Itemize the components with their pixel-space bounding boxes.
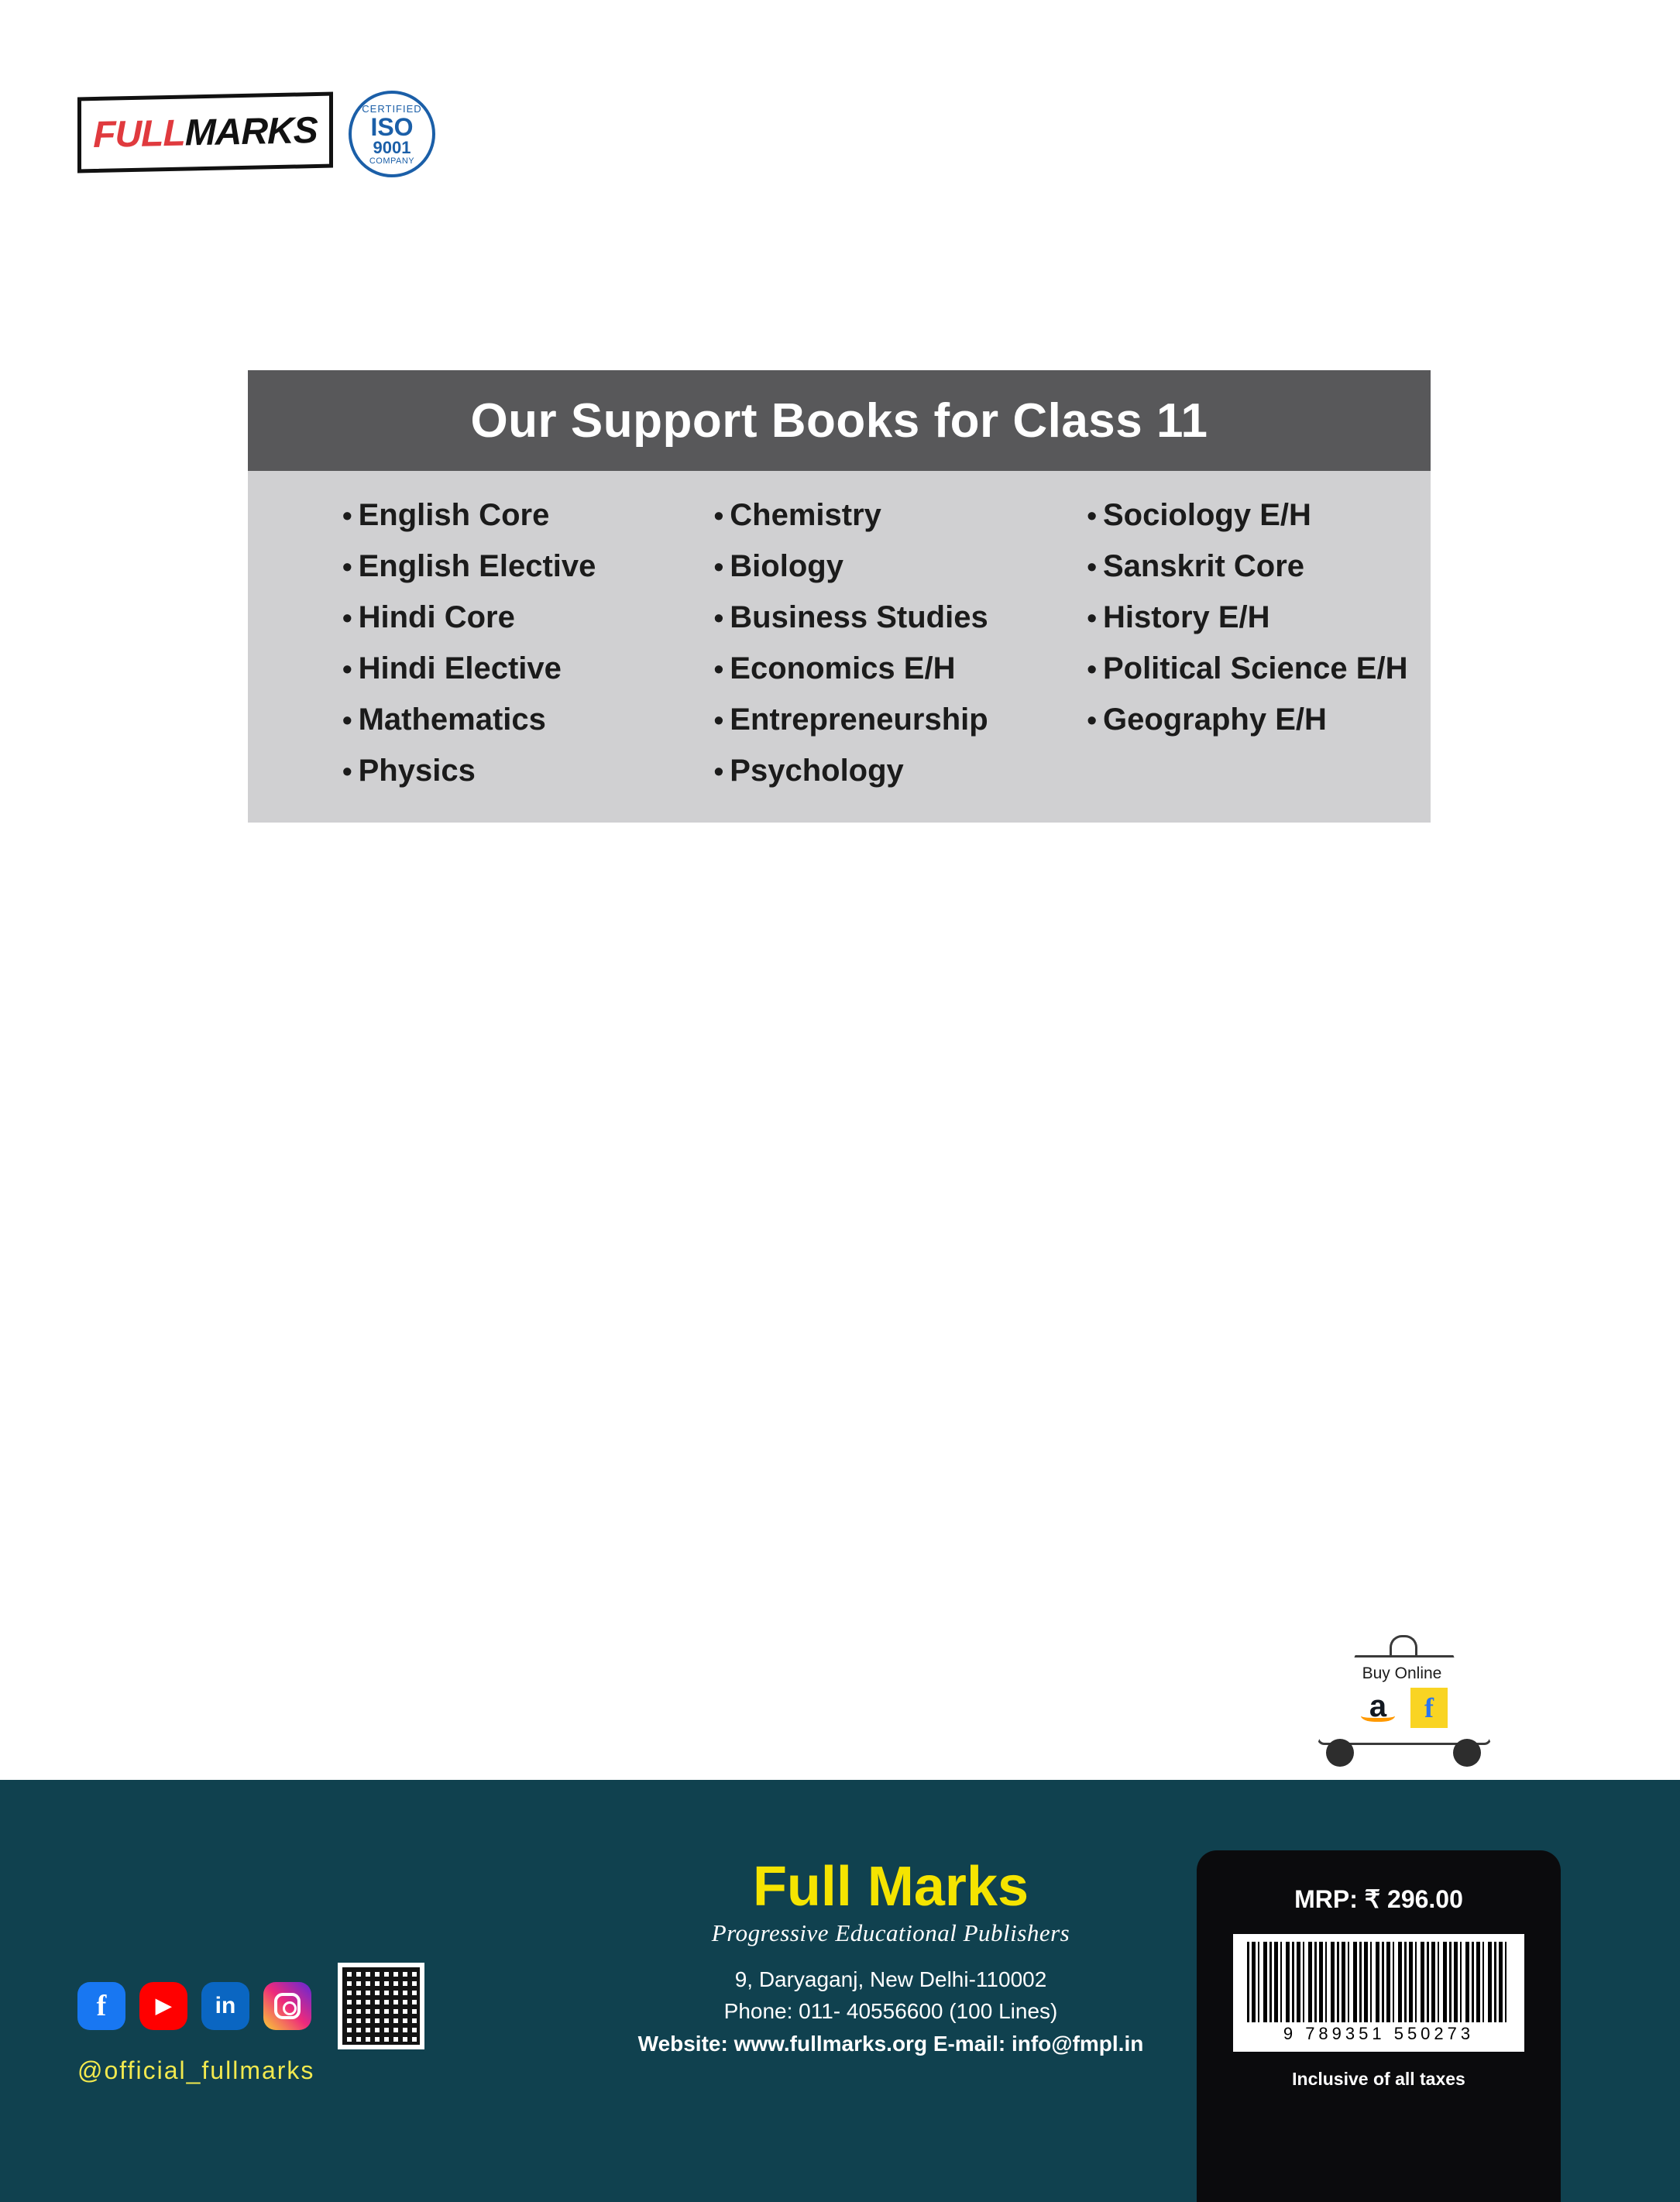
bullet-icon: • [713, 653, 724, 685]
support-book-item [714, 541, 1058, 592]
support-books-column-1 [248, 490, 686, 796]
buy-online-logos [1309, 1688, 1495, 1728]
bullet-icon: • [342, 551, 352, 582]
support-book-label: Sociology E/H [1102, 498, 1311, 532]
bullet-icon: • [713, 500, 724, 531]
barcode-bars [1247, 1942, 1510, 2022]
support-book-item [714, 643, 1058, 694]
logo-marks-text: MARKS [184, 109, 318, 154]
qr-pattern [342, 1967, 420, 2045]
bullet-icon: • [713, 602, 724, 634]
support-book-label: Business Studies [730, 600, 988, 634]
linkedin-icon[interactable]: in [201, 1982, 249, 2030]
footer-left-block [77, 94, 496, 170]
logo-full-text: FULL [93, 112, 185, 156]
barcode-number: 9 789351 550273 [1283, 2024, 1475, 2043]
support-book-label: English Elective [358, 549, 596, 583]
support-book-label: Psychology [730, 754, 904, 788]
support-book-label: Economics E/H [730, 651, 956, 685]
support-book-item [342, 643, 686, 694]
support-book-item [714, 694, 1058, 745]
fullmarks-logo [77, 92, 333, 173]
support-book-label: Physics [358, 754, 476, 788]
facebook-icon[interactable]: f [77, 1982, 125, 2030]
tax-note: Inclusive of all taxes [1292, 2069, 1465, 2089]
iso-certified-text: CERTIFIED [362, 102, 422, 115]
support-book-item [342, 490, 686, 541]
support-books-panel [248, 370, 1431, 823]
instagram-icon[interactable] [263, 1982, 311, 2030]
support-book-item [1087, 643, 1431, 694]
brand-name: Full Marks [752, 1856, 1029, 1918]
bullet-icon: • [1087, 602, 1097, 634]
bullet-icon: • [342, 500, 352, 531]
support-books-body [248, 471, 1431, 823]
support-book-item [714, 745, 1058, 796]
barcode [1233, 1934, 1524, 2052]
social-links-row [77, 1963, 424, 2049]
support-books-title: Our Support Books for Class 11 [470, 393, 1208, 448]
bullet-icon: • [1087, 704, 1097, 736]
support-book-item [342, 592, 686, 643]
bullet-icon: • [342, 755, 352, 787]
support-book-label: Political Science E/H [1102, 651, 1408, 685]
website-email-line: Website: www.fullmarks.org E-mail: info@fmpl.in [637, 2032, 1144, 2056]
buy-online-label: Buy Online [1362, 1664, 1442, 1682]
support-book-item [342, 745, 686, 796]
support-book-label: English Core [358, 498, 550, 532]
youtube-icon[interactable]: ▶ [139, 1982, 187, 2030]
phone-line: Phone: 011- 40556600 (100 Lines) [723, 1998, 1058, 2023]
support-books-column-2 [686, 490, 1058, 796]
support-book-item [1087, 490, 1431, 541]
bullet-icon: • [713, 551, 724, 582]
tag-wheels [1326, 1739, 1481, 1767]
iso-number: 9001 [373, 137, 411, 157]
brand-tagline: Progressive Educational Publishers [711, 1919, 1070, 1946]
support-book-item [342, 694, 686, 745]
support-book-item [1087, 694, 1431, 745]
support-books-header [248, 370, 1431, 471]
instagram-camera-icon [274, 1993, 301, 2019]
flipkart-letter: f [1424, 1692, 1434, 1723]
social-handle: @official_fullmarks [77, 2056, 315, 2084]
support-book-item [1087, 592, 1431, 643]
support-book-label: Sanskrit Core [1102, 549, 1305, 583]
mrp-label: MRP: ₹ 296.00 [1294, 1885, 1463, 1913]
buy-online-tag [1309, 1630, 1495, 1754]
bullet-icon: • [713, 704, 724, 736]
support-book-label: Mathematics [358, 703, 546, 737]
support-book-label: Entrepreneurship [730, 703, 988, 737]
bullet-icon: • [342, 653, 352, 685]
support-book-item [714, 490, 1058, 541]
wheel-right-icon [1453, 1739, 1481, 1767]
flipkart-icon[interactable] [1410, 1688, 1448, 1728]
support-book-label: Geography E/H [1102, 703, 1327, 737]
iso-certification-badge [349, 91, 435, 177]
support-books-column-3 [1057, 490, 1431, 796]
wheel-left-icon [1326, 1739, 1354, 1767]
bullet-icon: • [1087, 500, 1097, 531]
bullet-icon: • [1087, 551, 1097, 582]
bullet-icon: • [713, 755, 724, 787]
qr-code-icon[interactable] [338, 1963, 424, 2049]
support-book-label: Biology [730, 549, 843, 583]
support-book-label: History E/H [1102, 600, 1270, 634]
iso-text: ISO [370, 112, 414, 141]
brand-address [573, 1964, 1208, 2027]
support-book-label: Hindi Core [358, 600, 515, 634]
amazon-smile-icon [1361, 1707, 1395, 1722]
support-book-item [342, 541, 686, 592]
support-book-item [1087, 541, 1431, 592]
price-block [1197, 1850, 1561, 2202]
support-book-label: Hindi Elective [358, 651, 562, 685]
iso-company-text: COMPANY [369, 156, 415, 166]
footer-center-block [573, 1856, 1208, 2056]
bullet-icon: • [1087, 653, 1097, 685]
support-book-item [714, 592, 1058, 643]
amazon-letter: a [1369, 1689, 1387, 1723]
bullet-icon: • [342, 704, 352, 736]
address-line: 9, Daryaganj, New Delhi-110002 [734, 1967, 1047, 1991]
support-book-label: Chemistry [730, 498, 881, 532]
amazon-icon[interactable] [1356, 1688, 1400, 1725]
bullet-icon: • [342, 602, 352, 634]
